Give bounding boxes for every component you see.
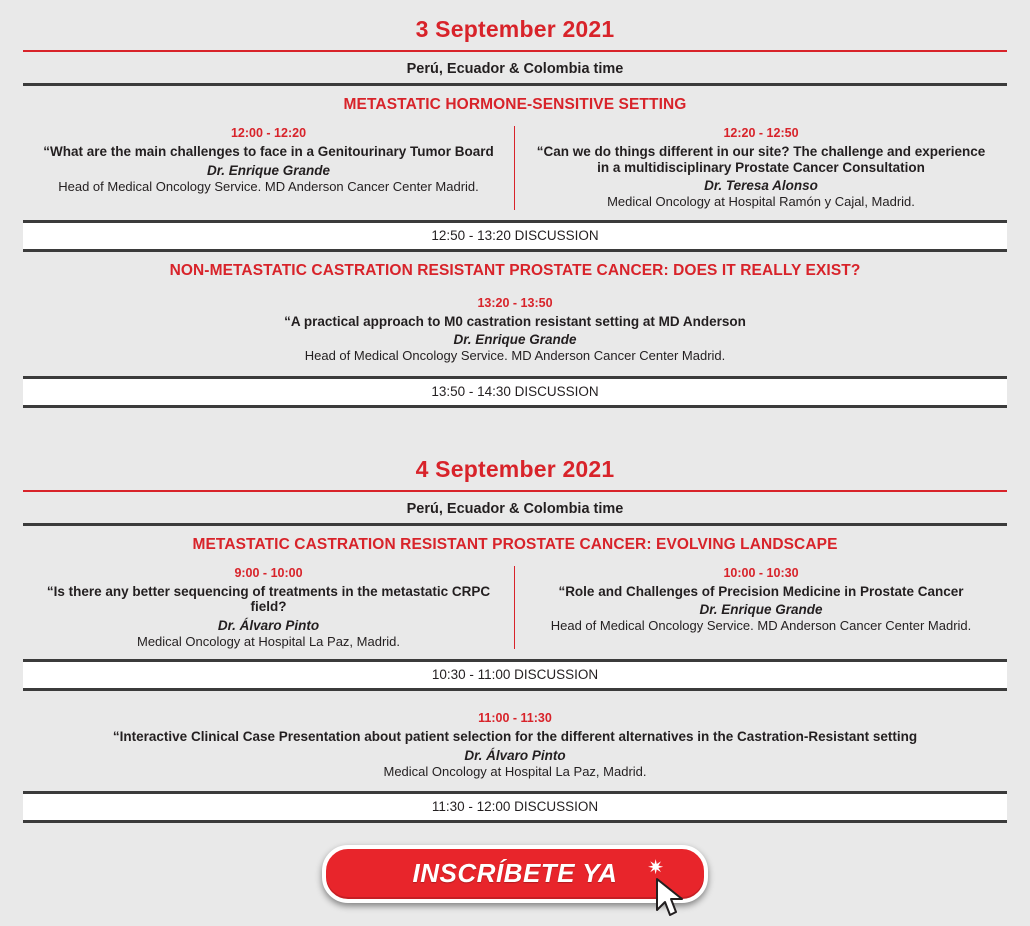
session-heading: NON-METASTATIC CASTRATION RESISTANT PROSTATE CANCER: DOES IT REALLY EXIST?: [169, 261, 861, 279]
talk-title: “Is there any better sequencing of treatments in the metastatic CRPC field?: [46, 583, 491, 615]
day-title: 3 September 2021: [415, 16, 615, 42]
discussion-band: 12:50 - 13:20 DISCUSSION: [23, 220, 1007, 252]
session-section: [23, 526, 1007, 692]
discussion-band: 13:50 - 14:30 DISCUSSION: [23, 376, 1007, 408]
talk-title: “A practical approach to M0 castration resistant setting at MD Anderson: [284, 313, 746, 329]
talk-title: “Role and Challenges of Precision Medicine in Prostate Cancer: [558, 583, 964, 599]
talk-speaker: Dr. Álvaro Pinto: [464, 747, 566, 763]
talk-affiliation: Head of Medical Oncology Service. MD Anderson Cancer Center Madrid.: [304, 348, 726, 364]
talk-speaker: Dr. Álvaro Pinto: [217, 617, 320, 633]
session-section: [23, 86, 1007, 252]
talk-title: “What are the main challenges to face in a Genitourinary Tumor Board: [43, 144, 494, 159]
talk-item: [23, 292, 1007, 376]
discussion-band: 11:30 - 12:00 DISCUSSION: [23, 791, 1007, 823]
talk-affiliation: Medical Oncology at Hospital La Paz, Madrid.: [136, 633, 400, 649]
talk-time: 13:20 - 13:50: [477, 295, 553, 310]
cta-area: [23, 823, 1007, 903]
register-button[interactable]: [322, 845, 708, 903]
talk-affiliation: Medical Oncology at Hospital La Paz, Madrid.: [383, 763, 647, 779]
talk-affiliation: Medical Oncology at Hospital Ramón y Cajal, Madrid.: [607, 194, 915, 210]
talk-item: [515, 566, 1007, 650]
talk-row: [23, 566, 1007, 660]
talk-title: “Interactive Clinical Case Presentation about patient selection for the different alternatives in the Castration-Resistant setting: [112, 729, 918, 745]
talk-speaker: Dr. Enrique Grande: [453, 332, 577, 348]
day-block-1: [23, 12, 1007, 408]
talk-speaker: Dr. Enrique Grande: [699, 602, 823, 618]
talk-row: [23, 126, 1007, 220]
session-section: [23, 691, 1007, 823]
section-spacer: [23, 408, 1007, 452]
talk-affiliation: Head of Medical Oncology Service. MD Anderson Cancer Center Madrid.: [550, 618, 972, 634]
sparkle-icon: ✷: [647, 857, 664, 880]
day-title: 4 September 2021: [415, 455, 615, 482]
register-button-label: INSCRÍBETE YA: [412, 858, 618, 889]
talk-time: 11:00 - 11:30: [478, 711, 552, 726]
talk-speaker: Dr. Teresa Alonso: [704, 178, 818, 194]
talk-time: 10:00 - 10:30: [723, 565, 799, 580]
session-heading: METASTATIC HORMONE-SENSITIVE SETTING: [343, 96, 687, 113]
talk-item: [23, 126, 515, 210]
block-spacer: [23, 691, 1007, 707]
talk-time: 12:00 - 12:20: [230, 126, 307, 140]
timezone-label: Perú, Ecuador & Colombia time: [406, 500, 624, 517]
timezone-label: Perú, Ecuador & Colombia time: [406, 61, 624, 77]
session-heading: METASTATIC CASTRATION RESISTANT PROSTATE CANCER: EVOLVING LANDSCAPE: [192, 535, 838, 553]
talk-item: [23, 707, 1007, 791]
talk-time: 12:20 - 12:50: [723, 126, 799, 140]
agenda-content: [23, 0, 1007, 903]
day-block-2: [23, 452, 1007, 824]
talk-item: [23, 566, 515, 650]
discussion-band: 10:30 - 11:00 DISCUSSION: [23, 659, 1007, 691]
talk-affiliation: Head of Medical Oncology Service. MD Anderson Cancer Center Madrid.: [58, 178, 479, 194]
talk-title: “Can we do things different in our site? The challenge and experience in a multidisciplinary Prostate Cancer Consultation: [536, 144, 986, 175]
talk-item: [515, 126, 1007, 210]
talk-time: 9:00 - 10:00: [234, 565, 303, 580]
session-section: [23, 252, 1007, 408]
mouse-cursor-icon: [654, 877, 688, 921]
talk-speaker: Dr. Enrique Grande: [206, 162, 331, 178]
